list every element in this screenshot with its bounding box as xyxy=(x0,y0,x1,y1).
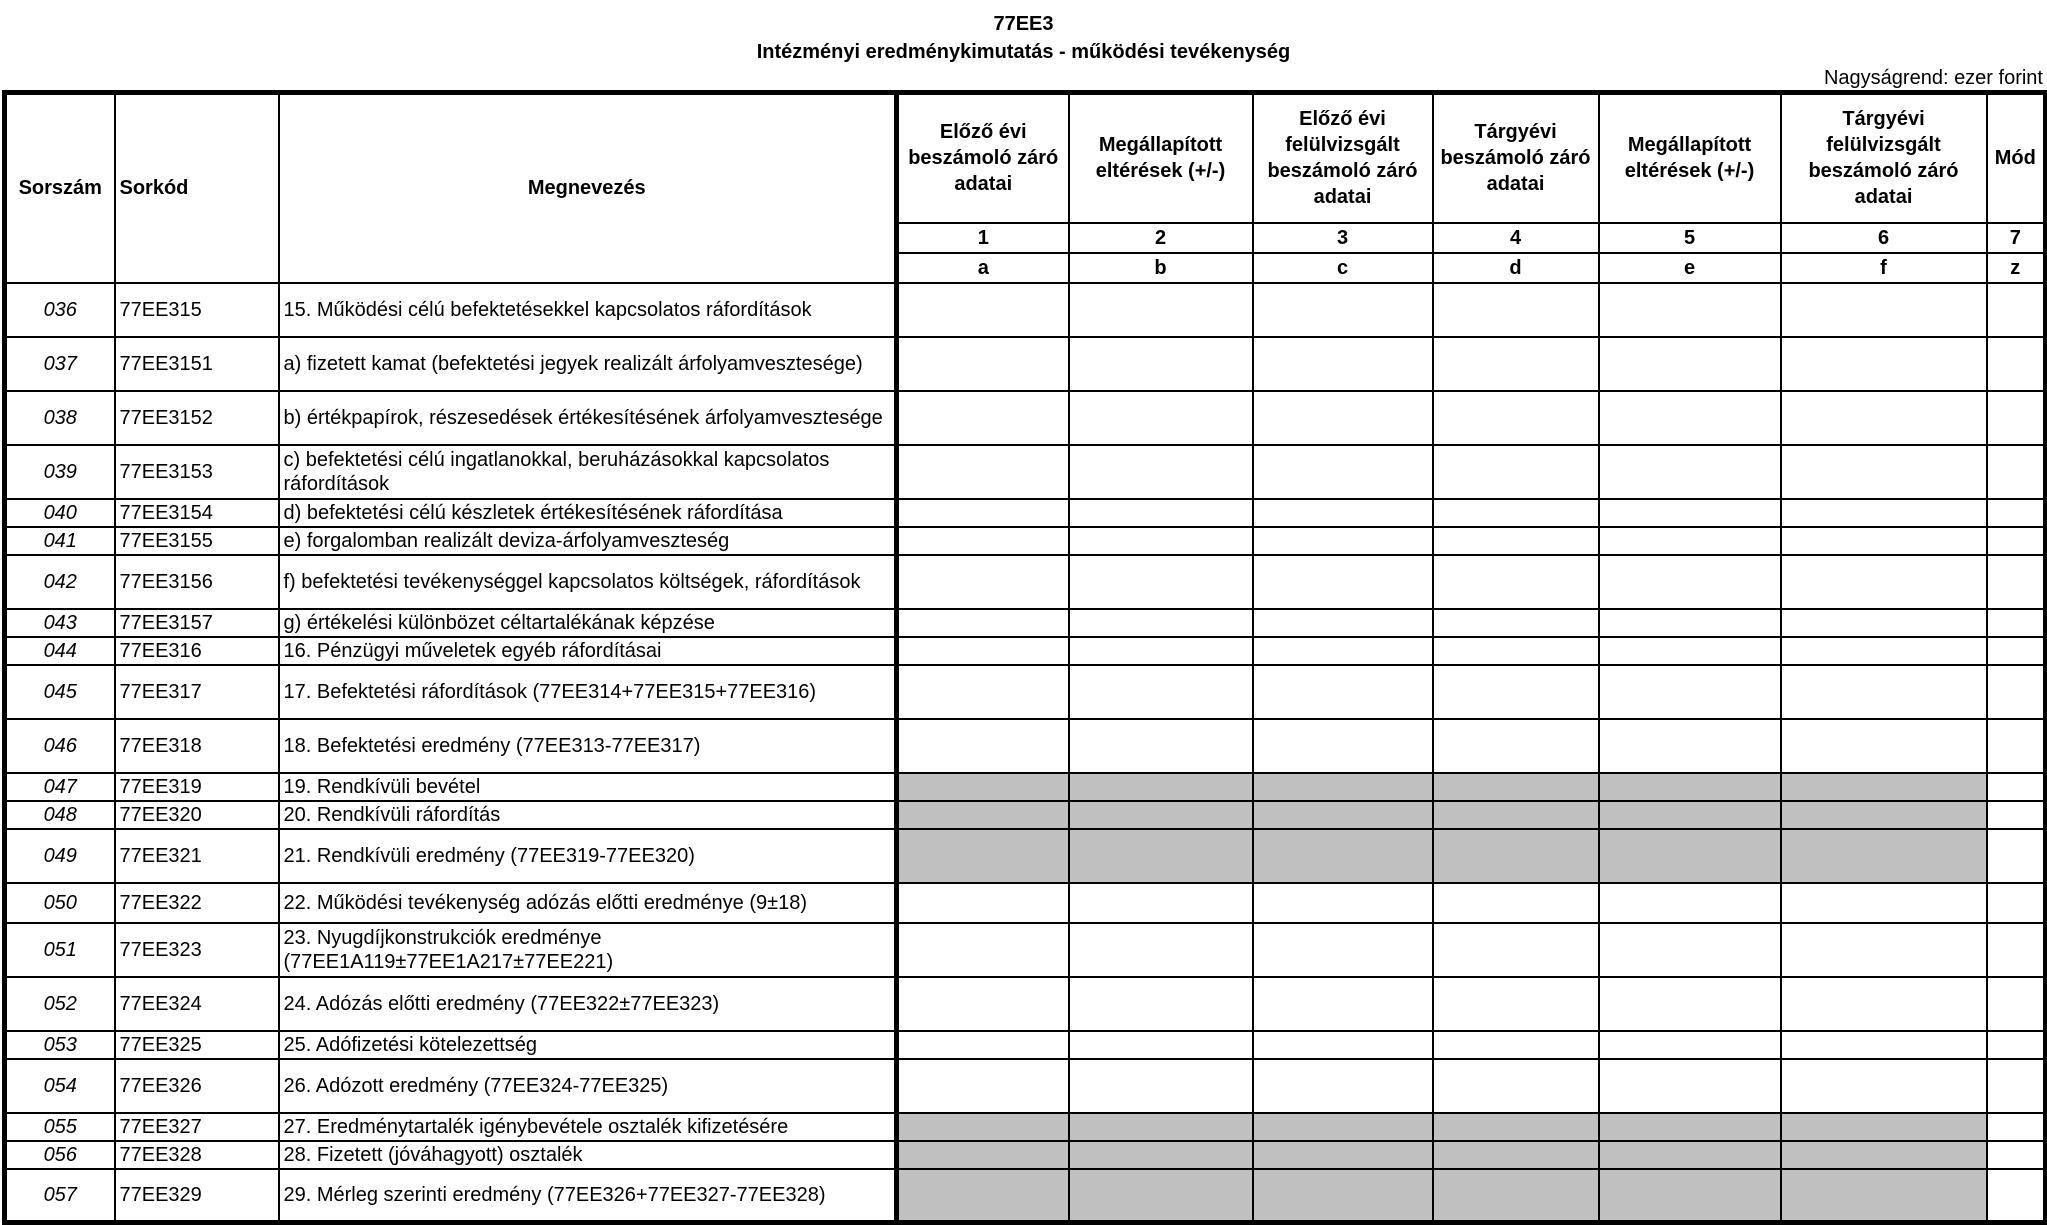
row-name: f) befektetési tevékenységgel kapcsolatos költségek, ráfordítások xyxy=(279,555,897,609)
value-cell[interactable] xyxy=(1781,883,1987,923)
shaded-value-cell xyxy=(1253,1169,1433,1223)
value-cell[interactable] xyxy=(1987,1031,2046,1059)
shaded-value-cell xyxy=(1433,1113,1599,1141)
row-code: 77EE317 xyxy=(115,665,279,719)
report-table xyxy=(2,90,2047,1225)
shaded-value-cell xyxy=(897,801,1069,829)
row-code: 77EE3154 xyxy=(115,499,279,527)
shaded-value-cell xyxy=(1599,1113,1781,1141)
value-cell[interactable] xyxy=(1987,1113,2046,1141)
row-number: 057 xyxy=(5,1169,115,1223)
value-cell[interactable] xyxy=(1433,637,1599,665)
value-cell[interactable] xyxy=(1433,527,1599,555)
row-code: 77EE322 xyxy=(115,883,279,923)
value-cell[interactable] xyxy=(1433,1031,1599,1059)
value-cell[interactable] xyxy=(1599,977,1781,1031)
shaded-value-cell xyxy=(1781,829,1987,883)
value-cell[interactable] xyxy=(1781,1031,1987,1059)
value-cell[interactable] xyxy=(1987,923,2046,977)
header-col-2: Megállapított eltérések (+/-) xyxy=(1069,93,1253,223)
row-name: 27. Eredménytartalék igénybevétele osztalék kifizetésére xyxy=(279,1113,897,1141)
value-cell[interactable] xyxy=(1069,445,1253,499)
row-name: g) értékelési különbözet céltartalékának képzése xyxy=(279,609,897,637)
row-name: d) befektetési célú készletek értékesítésének ráfordítása xyxy=(279,499,897,527)
shaded-value-cell xyxy=(1433,1141,1599,1169)
table-row xyxy=(5,719,2046,773)
value-cell[interactable] xyxy=(1987,883,2046,923)
value-cell[interactable] xyxy=(897,977,1069,1031)
value-cell[interactable] xyxy=(1253,665,1433,719)
value-cell[interactable] xyxy=(1987,555,2046,609)
value-cell[interactable] xyxy=(1781,391,1987,445)
value-cell[interactable] xyxy=(1599,555,1781,609)
value-cell[interactable] xyxy=(1069,337,1253,391)
row-name: 23. Nyugdíjkonstrukciók eredménye (77EE1A119±77EE1A217±77EE221) xyxy=(279,923,897,977)
value-cell[interactable] xyxy=(1599,665,1781,719)
header-col-7: Mód xyxy=(1987,93,2046,223)
shaded-value-cell xyxy=(1069,773,1253,801)
shaded-value-cell xyxy=(1433,773,1599,801)
value-cell[interactable] xyxy=(897,499,1069,527)
value-cell[interactable] xyxy=(1599,923,1781,977)
value-cell[interactable] xyxy=(1599,527,1781,555)
table-row xyxy=(5,283,2046,337)
value-cell[interactable] xyxy=(1253,445,1433,499)
row-number: 053 xyxy=(5,1031,115,1059)
shaded-value-cell xyxy=(1433,1169,1599,1223)
value-cell[interactable] xyxy=(897,445,1069,499)
table-row xyxy=(5,977,2046,1031)
table-row xyxy=(5,1169,2046,1223)
value-cell[interactable] xyxy=(1069,883,1253,923)
shaded-value-cell xyxy=(1253,829,1433,883)
shaded-value-cell xyxy=(1253,801,1433,829)
value-cell[interactable] xyxy=(1069,923,1253,977)
row-name: e) forgalomban realizált deviza-árfolyamveszteség xyxy=(279,527,897,555)
row-name: 18. Befektetési eredmény (77EE313-77EE317) xyxy=(279,719,897,773)
value-cell[interactable] xyxy=(1069,527,1253,555)
value-cell[interactable] xyxy=(897,337,1069,391)
row-code: 77EE3156 xyxy=(115,555,279,609)
value-cell[interactable] xyxy=(897,1031,1069,1059)
value-cell[interactable] xyxy=(897,609,1069,637)
row-code: 77EE316 xyxy=(115,637,279,665)
row-number: 041 xyxy=(5,527,115,555)
row-number: 050 xyxy=(5,883,115,923)
shaded-value-cell xyxy=(1069,829,1253,883)
table-row xyxy=(5,391,2046,445)
value-cell[interactable] xyxy=(1599,637,1781,665)
table-row xyxy=(5,1059,2046,1113)
value-cell[interactable] xyxy=(1433,923,1599,977)
value-cell[interactable] xyxy=(1599,1031,1781,1059)
value-cell[interactable] xyxy=(1253,1059,1433,1113)
unit-label: Nagyságrend: ezer forint xyxy=(1823,67,2043,89)
value-cell[interactable] xyxy=(1433,555,1599,609)
value-cell[interactable] xyxy=(1987,445,2046,499)
shaded-value-cell xyxy=(1599,1169,1781,1223)
row-code: 77EE323 xyxy=(115,923,279,977)
shaded-value-cell xyxy=(1433,829,1599,883)
value-cell[interactable] xyxy=(1599,337,1781,391)
header-col-1: Előző évi beszámoló záró adatai xyxy=(897,93,1069,223)
column-number-1: 1 xyxy=(897,223,1069,253)
value-cell[interactable] xyxy=(1987,337,2046,391)
value-cell[interactable] xyxy=(1069,665,1253,719)
row-code: 77EE319 xyxy=(115,773,279,801)
header-col-5: Megállapított eltérések (+/-) xyxy=(1599,93,1781,223)
value-cell[interactable] xyxy=(897,527,1069,555)
table-row xyxy=(5,883,2046,923)
column-letter-5: e xyxy=(1599,253,1781,283)
column-number-5: 5 xyxy=(1599,223,1781,253)
row-code: 77EE3151 xyxy=(115,337,279,391)
form-title: Intézményi eredménykimutatás - működési tevékenység xyxy=(756,41,1291,63)
shaded-value-cell xyxy=(1069,801,1253,829)
value-cell[interactable] xyxy=(1433,391,1599,445)
row-name: 29. Mérleg szerinti eredmény (77EE326+77EE327-77EE328) xyxy=(279,1169,897,1223)
value-cell[interactable] xyxy=(1599,445,1781,499)
row-name: 15. Működési célú befektetésekkel kapcsolatos ráfordítások xyxy=(279,283,897,337)
shaded-value-cell xyxy=(1599,1141,1781,1169)
shaded-value-cell xyxy=(897,1141,1069,1169)
shaded-value-cell xyxy=(1781,801,1987,829)
row-code: 77EE320 xyxy=(115,801,279,829)
row-name: c) befektetési célú ingatlanokkal, beruházásokkal kapcsolatos ráfordítások xyxy=(279,445,897,499)
value-cell[interactable] xyxy=(1069,283,1253,337)
row-number: 054 xyxy=(5,1059,115,1113)
value-cell[interactable] xyxy=(1069,1059,1253,1113)
value-cell[interactable] xyxy=(1433,977,1599,1031)
value-cell[interactable] xyxy=(1599,883,1781,923)
value-cell[interactable] xyxy=(1599,499,1781,527)
value-cell[interactable] xyxy=(1433,445,1599,499)
row-name: 16. Pénzügyi műveletek egyéb ráfordításai xyxy=(279,637,897,665)
shaded-value-cell xyxy=(897,1113,1069,1141)
value-cell[interactable] xyxy=(897,883,1069,923)
value-cell[interactable] xyxy=(1253,637,1433,665)
shaded-value-cell xyxy=(1599,829,1781,883)
value-cell[interactable] xyxy=(1253,283,1433,337)
value-cell[interactable] xyxy=(1253,1031,1433,1059)
row-code: 77EE3157 xyxy=(115,609,279,637)
value-cell[interactable] xyxy=(1433,1059,1599,1113)
shaded-value-cell xyxy=(1599,773,1781,801)
column-letter-6: f xyxy=(1781,253,1987,283)
value-cell[interactable] xyxy=(1781,555,1987,609)
row-number: 052 xyxy=(5,977,115,1031)
value-cell[interactable] xyxy=(1599,391,1781,445)
value-cell[interactable] xyxy=(1599,719,1781,773)
value-cell[interactable] xyxy=(897,719,1069,773)
column-number-6: 6 xyxy=(1781,223,1987,253)
value-cell[interactable] xyxy=(1069,1031,1253,1059)
shaded-value-cell xyxy=(1781,773,1987,801)
row-code: 77EE329 xyxy=(115,1169,279,1223)
value-cell[interactable] xyxy=(1987,977,2046,1031)
value-cell[interactable] xyxy=(1433,337,1599,391)
table-row xyxy=(5,555,2046,609)
column-number-2: 2 xyxy=(1069,223,1253,253)
row-code: 77EE324 xyxy=(115,977,279,1031)
row-number: 040 xyxy=(5,499,115,527)
shaded-value-cell xyxy=(1069,1169,1253,1223)
shaded-value-cell xyxy=(1433,801,1599,829)
value-cell[interactable] xyxy=(1987,1059,2046,1113)
value-cell[interactable] xyxy=(1433,499,1599,527)
row-name: 26. Adózott eredmény (77EE324-77EE325) xyxy=(279,1059,897,1113)
value-cell[interactable] xyxy=(1987,829,2046,883)
value-cell[interactable] xyxy=(1987,283,2046,337)
row-number: 043 xyxy=(5,609,115,637)
value-cell[interactable] xyxy=(1069,499,1253,527)
value-cell[interactable] xyxy=(1987,801,2046,829)
value-cell[interactable] xyxy=(897,391,1069,445)
shaded-value-cell xyxy=(1781,1113,1987,1141)
table-row xyxy=(5,1141,2046,1169)
row-name: 20. Rendkívüli ráfordítás xyxy=(279,801,897,829)
value-cell[interactable] xyxy=(1987,499,2046,527)
row-code: 77EE328 xyxy=(115,1141,279,1169)
column-letter-1: a xyxy=(897,253,1069,283)
value-cell[interactable] xyxy=(1781,499,1987,527)
value-cell[interactable] xyxy=(1987,609,2046,637)
value-cell[interactable] xyxy=(1987,527,2046,555)
value-cell[interactable] xyxy=(1069,555,1253,609)
row-code: 77EE315 xyxy=(115,283,279,337)
shaded-value-cell xyxy=(897,773,1069,801)
shaded-value-cell xyxy=(1069,1141,1253,1169)
column-number-3: 3 xyxy=(1253,223,1433,253)
row-code: 77EE326 xyxy=(115,1059,279,1113)
value-cell[interactable] xyxy=(1253,719,1433,773)
row-code: 77EE3153 xyxy=(115,445,279,499)
value-cell[interactable] xyxy=(1253,527,1433,555)
table-row xyxy=(5,637,2046,665)
value-cell[interactable] xyxy=(1781,637,1987,665)
value-cell[interactable] xyxy=(1253,337,1433,391)
value-cell[interactable] xyxy=(1433,609,1599,637)
value-cell[interactable] xyxy=(1433,665,1599,719)
table-row xyxy=(5,923,2046,977)
row-name: 21. Rendkívüli eredmény (77EE319-77EE320) xyxy=(279,829,897,883)
value-cell[interactable] xyxy=(1987,719,2046,773)
row-name: 22. Működési tevékenység adózás előtti eredménye (9±18) xyxy=(279,883,897,923)
value-cell[interactable] xyxy=(1253,499,1433,527)
form-code: 77EE3 xyxy=(993,13,1054,35)
table-row xyxy=(5,1113,2046,1141)
row-number: 055 xyxy=(5,1113,115,1141)
value-cell[interactable] xyxy=(1433,283,1599,337)
value-cell[interactable] xyxy=(1253,883,1433,923)
column-letter-2: b xyxy=(1069,253,1253,283)
value-cell[interactable] xyxy=(897,923,1069,977)
column-letter-7: z xyxy=(1987,253,2046,283)
value-cell[interactable] xyxy=(1987,665,2046,719)
table-row xyxy=(5,1031,2046,1059)
column-number-4: 4 xyxy=(1433,223,1599,253)
shaded-value-cell xyxy=(897,1169,1069,1223)
shaded-value-cell xyxy=(897,829,1069,883)
header-col-6: Tárgyévi felülvizsgált beszámoló záró adatai xyxy=(1781,93,1987,223)
row-code: 77EE325 xyxy=(115,1031,279,1059)
row-number: 048 xyxy=(5,801,115,829)
value-cell[interactable] xyxy=(897,637,1069,665)
row-number: 042 xyxy=(5,555,115,609)
table-row xyxy=(5,665,2046,719)
value-cell[interactable] xyxy=(1781,923,1987,977)
value-cell[interactable] xyxy=(897,555,1069,609)
row-number: 036 xyxy=(5,283,115,337)
value-cell[interactable] xyxy=(897,1059,1069,1113)
value-cell[interactable] xyxy=(1599,609,1781,637)
value-cell[interactable] xyxy=(1069,719,1253,773)
value-cell[interactable] xyxy=(1069,609,1253,637)
row-code: 77EE321 xyxy=(115,829,279,883)
header-sorkod: Sorkód xyxy=(115,93,279,283)
row-name: 19. Rendkívüli bevétel xyxy=(279,773,897,801)
column-letter-4: d xyxy=(1433,253,1599,283)
value-cell[interactable] xyxy=(897,283,1069,337)
row-code: 77EE318 xyxy=(115,719,279,773)
header-megnevezes: Megnevezés xyxy=(279,93,897,283)
value-cell[interactable] xyxy=(1599,283,1781,337)
shaded-value-cell xyxy=(1253,773,1433,801)
row-code: 77EE3155 xyxy=(115,527,279,555)
row-name: 28. Fizetett (jóváhagyott) osztalék xyxy=(279,1141,897,1169)
shaded-value-cell xyxy=(1781,1169,1987,1223)
value-cell[interactable] xyxy=(1069,977,1253,1031)
shaded-value-cell xyxy=(1253,1113,1433,1141)
table-row xyxy=(5,773,2046,801)
value-cell[interactable] xyxy=(1069,637,1253,665)
value-cell[interactable] xyxy=(1781,665,1987,719)
row-number: 056 xyxy=(5,1141,115,1169)
row-number: 051 xyxy=(5,923,115,977)
header-col-3: Előző évi felülvizsgált beszámoló záró adatai xyxy=(1253,93,1433,223)
value-cell[interactable] xyxy=(1781,719,1987,773)
value-cell[interactable] xyxy=(1253,391,1433,445)
row-number: 044 xyxy=(5,637,115,665)
header-sorszam: Sorszám xyxy=(5,93,115,283)
value-cell[interactable] xyxy=(1253,977,1433,1031)
value-cell[interactable] xyxy=(1987,1169,2046,1223)
value-cell[interactable] xyxy=(1987,391,2046,445)
table-row xyxy=(5,609,2046,637)
value-cell[interactable] xyxy=(1433,883,1599,923)
table-row xyxy=(5,337,2046,391)
value-cell[interactable] xyxy=(1987,773,2046,801)
shaded-value-cell xyxy=(1069,1113,1253,1141)
row-name: 25. Adófizetési kötelezettség xyxy=(279,1031,897,1059)
value-cell[interactable] xyxy=(1987,637,2046,665)
value-cell[interactable] xyxy=(1781,527,1987,555)
row-name: 17. Befektetési ráfordítások (77EE314+77EE315+77EE316) xyxy=(279,665,897,719)
table-row xyxy=(5,527,2046,555)
value-cell[interactable] xyxy=(1781,1059,1987,1113)
table-row xyxy=(5,801,2046,829)
row-number: 046 xyxy=(5,719,115,773)
row-code: 77EE3152 xyxy=(115,391,279,445)
value-cell[interactable] xyxy=(1069,391,1253,445)
row-number: 039 xyxy=(5,445,115,499)
value-cell[interactable] xyxy=(1599,1059,1781,1113)
value-cell[interactable] xyxy=(1781,283,1987,337)
row-name: 24. Adózás előtti eredmény (77EE322±77EE323) xyxy=(279,977,897,1031)
row-number: 037 xyxy=(5,337,115,391)
table-row xyxy=(5,499,2046,527)
column-number-7: 7 xyxy=(1987,223,2046,253)
shaded-value-cell xyxy=(1253,1141,1433,1169)
value-cell[interactable] xyxy=(1253,609,1433,637)
value-cell[interactable] xyxy=(1433,719,1599,773)
value-cell[interactable] xyxy=(1987,1141,2046,1169)
row-number: 038 xyxy=(5,391,115,445)
value-cell[interactable] xyxy=(1253,555,1433,609)
value-cell[interactable] xyxy=(1781,609,1987,637)
shaded-value-cell xyxy=(1599,801,1781,829)
value-cell[interactable] xyxy=(1781,445,1987,499)
value-cell[interactable] xyxy=(1781,337,1987,391)
row-name: a) fizetett kamat (befektetési jegyek realizált árfolyamvesztesége) xyxy=(279,337,897,391)
table-row xyxy=(5,445,2046,499)
value-cell[interactable] xyxy=(1781,977,1987,1031)
column-letter-3: c xyxy=(1253,253,1433,283)
row-name: b) értékpapírok, részesedések értékesítésének árfolyamvesztesége xyxy=(279,391,897,445)
row-number: 047 xyxy=(5,773,115,801)
value-cell[interactable] xyxy=(897,665,1069,719)
value-cell[interactable] xyxy=(1253,923,1433,977)
row-number: 049 xyxy=(5,829,115,883)
header-col-4: Tárgyévi beszámoló záró adatai xyxy=(1433,93,1599,223)
row-number: 045 xyxy=(5,665,115,719)
table-row xyxy=(5,829,2046,883)
shaded-value-cell xyxy=(1781,1141,1987,1169)
row-code: 77EE327 xyxy=(115,1113,279,1141)
